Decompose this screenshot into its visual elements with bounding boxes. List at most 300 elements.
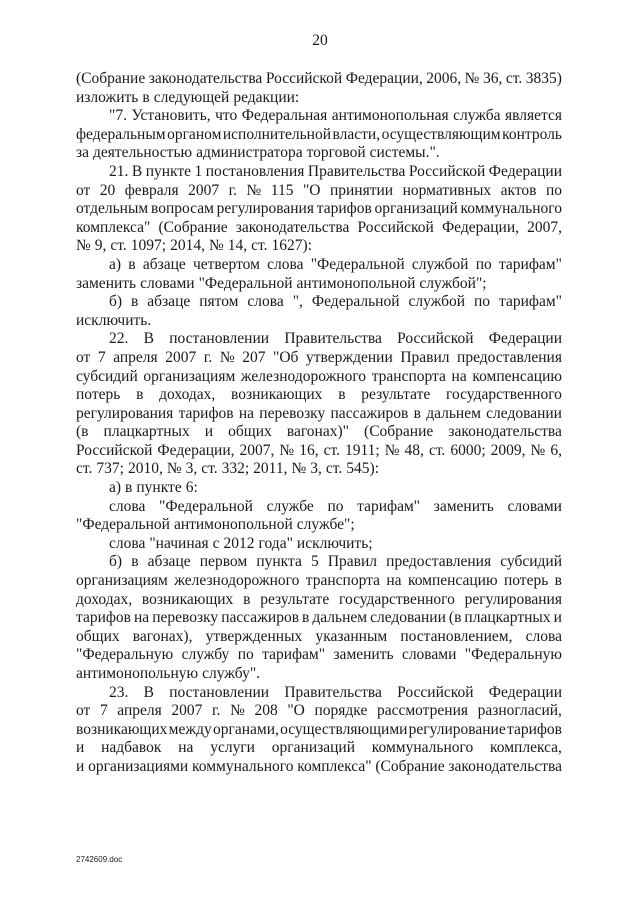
word: плацкартных (103, 423, 190, 441)
word: 3, (310, 460, 322, 478)
word: служба (453, 107, 501, 125)
word: Федеральная (241, 107, 328, 125)
word: регулирование (408, 720, 506, 738)
page-number: 20 (312, 32, 328, 49)
word: № (219, 348, 235, 366)
word: в (338, 386, 346, 404)
word: Федерации (488, 330, 562, 348)
word: власти, (332, 125, 381, 143)
word: г. (228, 181, 238, 199)
word: регулирования (76, 404, 174, 422)
word: на (178, 739, 194, 757)
word: февраля (124, 181, 179, 199)
word: антимонопольная (331, 107, 449, 125)
word: 2007, (527, 218, 562, 236)
word: 5 (310, 553, 319, 571)
word: предоставления (457, 348, 562, 366)
word: "О (287, 702, 305, 720)
word: утверждении (306, 348, 393, 366)
word: "Федеральной (159, 497, 253, 515)
text-line (76, 70, 562, 89)
word: Российской (397, 330, 474, 348)
word: дальнем (426, 404, 481, 422)
word: четвертом (192, 255, 260, 273)
word: 6, (550, 441, 562, 459)
word: 3835) (525, 70, 562, 87)
text-line (76, 144, 562, 163)
word: Правительства (284, 330, 382, 348)
word: 332; (221, 460, 250, 478)
word: федеральным (76, 125, 166, 143)
text-line (76, 646, 562, 665)
word: результате (361, 386, 431, 404)
word: 9, (94, 237, 107, 255)
word: в (131, 293, 139, 311)
word: а) (109, 255, 122, 273)
word: 1627): (271, 237, 312, 255)
word: Российской (397, 683, 474, 701)
word: "Федеральную (464, 646, 562, 664)
word: антимонопольной (296, 274, 416, 292)
word: ст. (76, 460, 93, 478)
word: Установить, (131, 107, 211, 125)
word: "Федеральной (76, 516, 170, 534)
word: № (246, 181, 262, 199)
word: 20 (99, 181, 116, 199)
word: в (131, 553, 139, 571)
text-line (76, 275, 562, 294)
word: торговой (306, 144, 366, 162)
word: слова (109, 497, 146, 515)
word: в (128, 255, 136, 273)
document-file-name: 2742609.doc (76, 855, 123, 864)
text-line (76, 219, 562, 238)
word: исключить. (76, 311, 152, 329)
word: слова (525, 627, 562, 645)
word: вагонах)" (286, 423, 349, 441)
word: и (76, 739, 85, 757)
word: г. (203, 348, 213, 366)
word: потерь (76, 386, 121, 404)
word: нормативных (402, 181, 492, 199)
word: с (212, 534, 220, 552)
text-line (76, 330, 562, 349)
word: 3, (185, 460, 198, 478)
word: антимонопольной (173, 516, 293, 534)
word: коммунального (460, 200, 562, 218)
word: следовании (486, 404, 562, 422)
text-line (76, 107, 562, 126)
word: 737; (96, 460, 124, 478)
word: слова (109, 534, 146, 552)
word: абзаце (147, 293, 191, 311)
word: № (230, 702, 245, 720)
word: регулирования (464, 590, 562, 608)
word: субсидий (500, 553, 562, 571)
word: (Собрание (375, 757, 445, 775)
word: заменить (333, 646, 394, 664)
word: государственного (446, 386, 562, 404)
word: законодательства (148, 70, 263, 87)
word: Правительства (284, 683, 382, 701)
text-line (76, 684, 562, 703)
word: постановлении (169, 683, 270, 701)
word: отдельным (76, 200, 149, 218)
text-line (76, 609, 562, 628)
word: 36, (482, 70, 503, 87)
word: организациям (143, 367, 236, 385)
text-line (76, 386, 562, 405)
word: г. (211, 702, 221, 720)
word: 2009, (490, 441, 526, 459)
text-line (76, 442, 562, 461)
text-line (76, 293, 562, 312)
word: ст. (325, 460, 343, 478)
word: Российской (408, 162, 486, 180)
word: 6000; (450, 441, 486, 459)
word: № (208, 237, 224, 255)
word: службе (266, 497, 314, 515)
word: компенсацию (472, 367, 562, 385)
text-line (76, 256, 562, 275)
word: тарифов (178, 404, 234, 422)
word: тарифам" (498, 255, 562, 273)
word: следующей (153, 88, 230, 106)
word: законодательства (235, 218, 350, 236)
word: ст. (428, 441, 446, 459)
word: актов (500, 181, 537, 199)
word: органом (167, 125, 222, 143)
word: службой (408, 293, 466, 311)
word: и (76, 757, 85, 775)
word: "Федеральную (76, 646, 174, 664)
word: Федерации, (157, 441, 235, 459)
word: 2006, (426, 70, 462, 87)
word: Федерации, (441, 218, 520, 236)
text-line (76, 200, 562, 219)
word: администратора (196, 144, 303, 162)
word: ст. (323, 441, 340, 459)
word: ст. (251, 237, 268, 255)
word: доходах, (76, 590, 133, 608)
word: 208 (254, 702, 278, 720)
word: транспорта (371, 367, 446, 385)
word: заменить (76, 274, 137, 292)
word: исполнительной (222, 125, 332, 143)
word: постановления (205, 162, 305, 180)
text-line (76, 665, 562, 684)
word: абзаце (147, 553, 191, 571)
text-line (76, 535, 562, 554)
word: ст. (201, 460, 218, 478)
word: пятом (199, 293, 239, 311)
word: от (76, 348, 91, 366)
word: возникающих (141, 590, 234, 608)
text-line (76, 405, 562, 424)
word: 6: (185, 479, 198, 497)
text-line (76, 702, 562, 721)
word: заменить (433, 497, 494, 515)
word: 115 (270, 181, 294, 199)
word: организациями (88, 757, 189, 775)
word: № (530, 441, 546, 459)
text-line (76, 479, 562, 498)
text-line (76, 368, 562, 387)
word: 7 (99, 702, 108, 720)
word: регулирования (216, 200, 314, 218)
word: утвержденных (205, 627, 303, 645)
word: исключить; (296, 534, 373, 552)
text-line (76, 312, 562, 331)
word: от (76, 702, 91, 720)
word: в (136, 386, 144, 404)
word: 16, (299, 441, 319, 459)
word: перевозку (259, 404, 326, 422)
word: 2014, (170, 237, 205, 255)
word: коммунального (192, 757, 294, 775)
word: абзаце (142, 255, 186, 273)
word: слова (247, 293, 284, 311)
word: в (554, 572, 562, 590)
word: организаций (271, 739, 355, 757)
word: В (143, 330, 154, 348)
text-line (76, 516, 562, 535)
word: б) (109, 553, 123, 571)
text-line (76, 89, 562, 108)
text-line (76, 739, 562, 758)
word: перевозку (152, 609, 219, 627)
word: железнодорожного (174, 572, 300, 590)
text-line (76, 460, 562, 479)
word: между (168, 720, 212, 738)
word: ст. (505, 70, 523, 87)
word: 23. (109, 683, 129, 701)
word: законодательства (448, 423, 562, 441)
word: законодательства (448, 757, 562, 775)
word: на (238, 404, 255, 422)
word: (в (76, 423, 89, 441)
word: железнодорожного (240, 367, 367, 385)
word: № (279, 441, 295, 459)
word: потерь (503, 572, 549, 590)
word: компенсацию (407, 572, 498, 590)
text-line (76, 758, 562, 777)
word: 14, (227, 237, 248, 255)
word: словами (401, 646, 457, 664)
word: надбавок (101, 739, 162, 757)
word: вопросам (150, 200, 214, 218)
word: службой (411, 255, 469, 273)
word: № (166, 460, 182, 478)
word: 2007, (239, 441, 275, 459)
word: "О (302, 181, 321, 199)
word: пункте (136, 479, 182, 497)
word: на (386, 572, 402, 590)
word: службой"; (419, 274, 487, 292)
word: Правительства (307, 162, 406, 180)
word: дальнем (312, 609, 368, 627)
word: постановлением, (400, 627, 513, 645)
word: постановлении (169, 330, 270, 348)
word: в (142, 88, 150, 106)
word: в (413, 404, 421, 422)
word: органами, (212, 720, 279, 738)
text-line (76, 182, 562, 201)
word: тарифов (506, 720, 562, 738)
word: коммунального (371, 739, 474, 757)
word: слова (267, 255, 304, 273)
word: разногласий, (477, 702, 562, 720)
word: и (204, 423, 214, 441)
word: субсидий (76, 367, 138, 385)
word: (Собрание (364, 423, 434, 441)
word: возникающих (76, 720, 168, 738)
word: указанным (315, 627, 388, 645)
word: транспорта (305, 572, 380, 590)
word: Федерации, (345, 70, 423, 87)
word: Федеральной (311, 293, 400, 311)
word: "7. (109, 107, 127, 125)
text-line (76, 423, 562, 442)
text-line (76, 572, 562, 591)
word: первом (199, 553, 248, 571)
text-line (76, 591, 562, 610)
word: осуществляющим (381, 125, 501, 143)
word: и (553, 609, 562, 627)
word: 2007 (171, 702, 203, 720)
word: контроль (502, 125, 562, 143)
word: что (215, 107, 238, 125)
text-line (76, 628, 562, 647)
word: "Об (273, 348, 299, 366)
word: антимонопольную (76, 665, 199, 682)
word: Российской (265, 70, 343, 87)
word: на (134, 609, 150, 627)
word: Правил (327, 553, 378, 571)
text-line (76, 553, 562, 572)
word: Федерации (488, 162, 562, 180)
word: В (131, 162, 143, 180)
word: редакции: (233, 88, 300, 106)
word: тарифов (316, 200, 372, 218)
word: словами (140, 274, 195, 292)
word: предоставления (386, 553, 492, 571)
word: по (474, 293, 491, 311)
word: по (475, 255, 492, 273)
word: тарифам" (262, 646, 326, 664)
word: 2012 (223, 534, 255, 552)
text-line (76, 721, 562, 740)
word: общих (228, 423, 272, 441)
word: 1097; (130, 237, 167, 255)
word: общих (76, 627, 120, 645)
word: доходах, (159, 386, 216, 404)
word: 1 (194, 162, 203, 180)
word: 7 (97, 348, 106, 366)
word: по (545, 181, 562, 199)
word: В (143, 683, 154, 701)
word: по (327, 497, 344, 515)
word: системы.". (369, 144, 440, 162)
word: пассажиров (221, 609, 300, 627)
word: 2007 (165, 348, 197, 366)
word: комплекса" (297, 757, 372, 775)
word: (в (448, 609, 462, 627)
word: тарифам" (499, 293, 562, 311)
text-line (76, 163, 562, 182)
word: Федерации (488, 683, 562, 701)
word: 207 (242, 348, 266, 366)
word: № (464, 70, 480, 87)
text-line (76, 126, 562, 145)
word: службу". (202, 665, 261, 682)
word: 2010, (127, 460, 163, 478)
word: а) (109, 479, 122, 497)
word: деятельностью (93, 144, 193, 162)
word: тарифов (76, 609, 131, 627)
word: осуществляющими (280, 720, 408, 738)
word: рассмотрения (376, 702, 468, 720)
word: Правил (400, 348, 450, 366)
word: "начиная (149, 534, 209, 552)
word: б) (109, 293, 123, 311)
word: "Федеральной (310, 255, 405, 273)
word: является (505, 107, 562, 125)
word: организаций (374, 200, 458, 218)
word: в (125, 479, 133, 497)
word: апреля (113, 348, 158, 366)
word: пассажиров (330, 404, 409, 422)
word: возникающих (231, 386, 323, 404)
word: ст. (110, 237, 127, 255)
word: (Собрание (76, 70, 146, 87)
word: пункте (145, 162, 192, 180)
word: по (237, 646, 254, 664)
word: в (302, 609, 310, 627)
text-line (76, 498, 562, 517)
word: Российской (76, 441, 153, 459)
word: комплекса" (76, 218, 151, 236)
word: 48, (404, 441, 424, 459)
word: года" (258, 534, 293, 552)
word: службе"; (296, 516, 355, 534)
word: вагонах), (132, 627, 193, 645)
word: порядке (314, 702, 368, 720)
word: службу (181, 646, 230, 664)
word: пункта (256, 553, 302, 571)
text-line (76, 349, 562, 368)
word: "Федеральной (198, 274, 293, 292)
word: ", (292, 293, 303, 311)
word: в (243, 590, 251, 608)
word: 2007 (188, 181, 220, 199)
word: организациям (76, 572, 168, 590)
word: услуги (210, 739, 255, 757)
word: № (76, 237, 91, 255)
word: на (451, 367, 467, 385)
word: за (76, 144, 90, 162)
word: 2011, (253, 460, 288, 478)
word: комплекса, (490, 739, 562, 757)
word: 545): (346, 460, 379, 478)
word: (Собрание (158, 218, 228, 236)
word: 21. (109, 162, 129, 180)
word: принятии (329, 181, 394, 199)
word: словами (507, 497, 562, 515)
word: апреля (117, 702, 162, 720)
text-line (76, 237, 562, 256)
word: следовании (370, 609, 446, 627)
